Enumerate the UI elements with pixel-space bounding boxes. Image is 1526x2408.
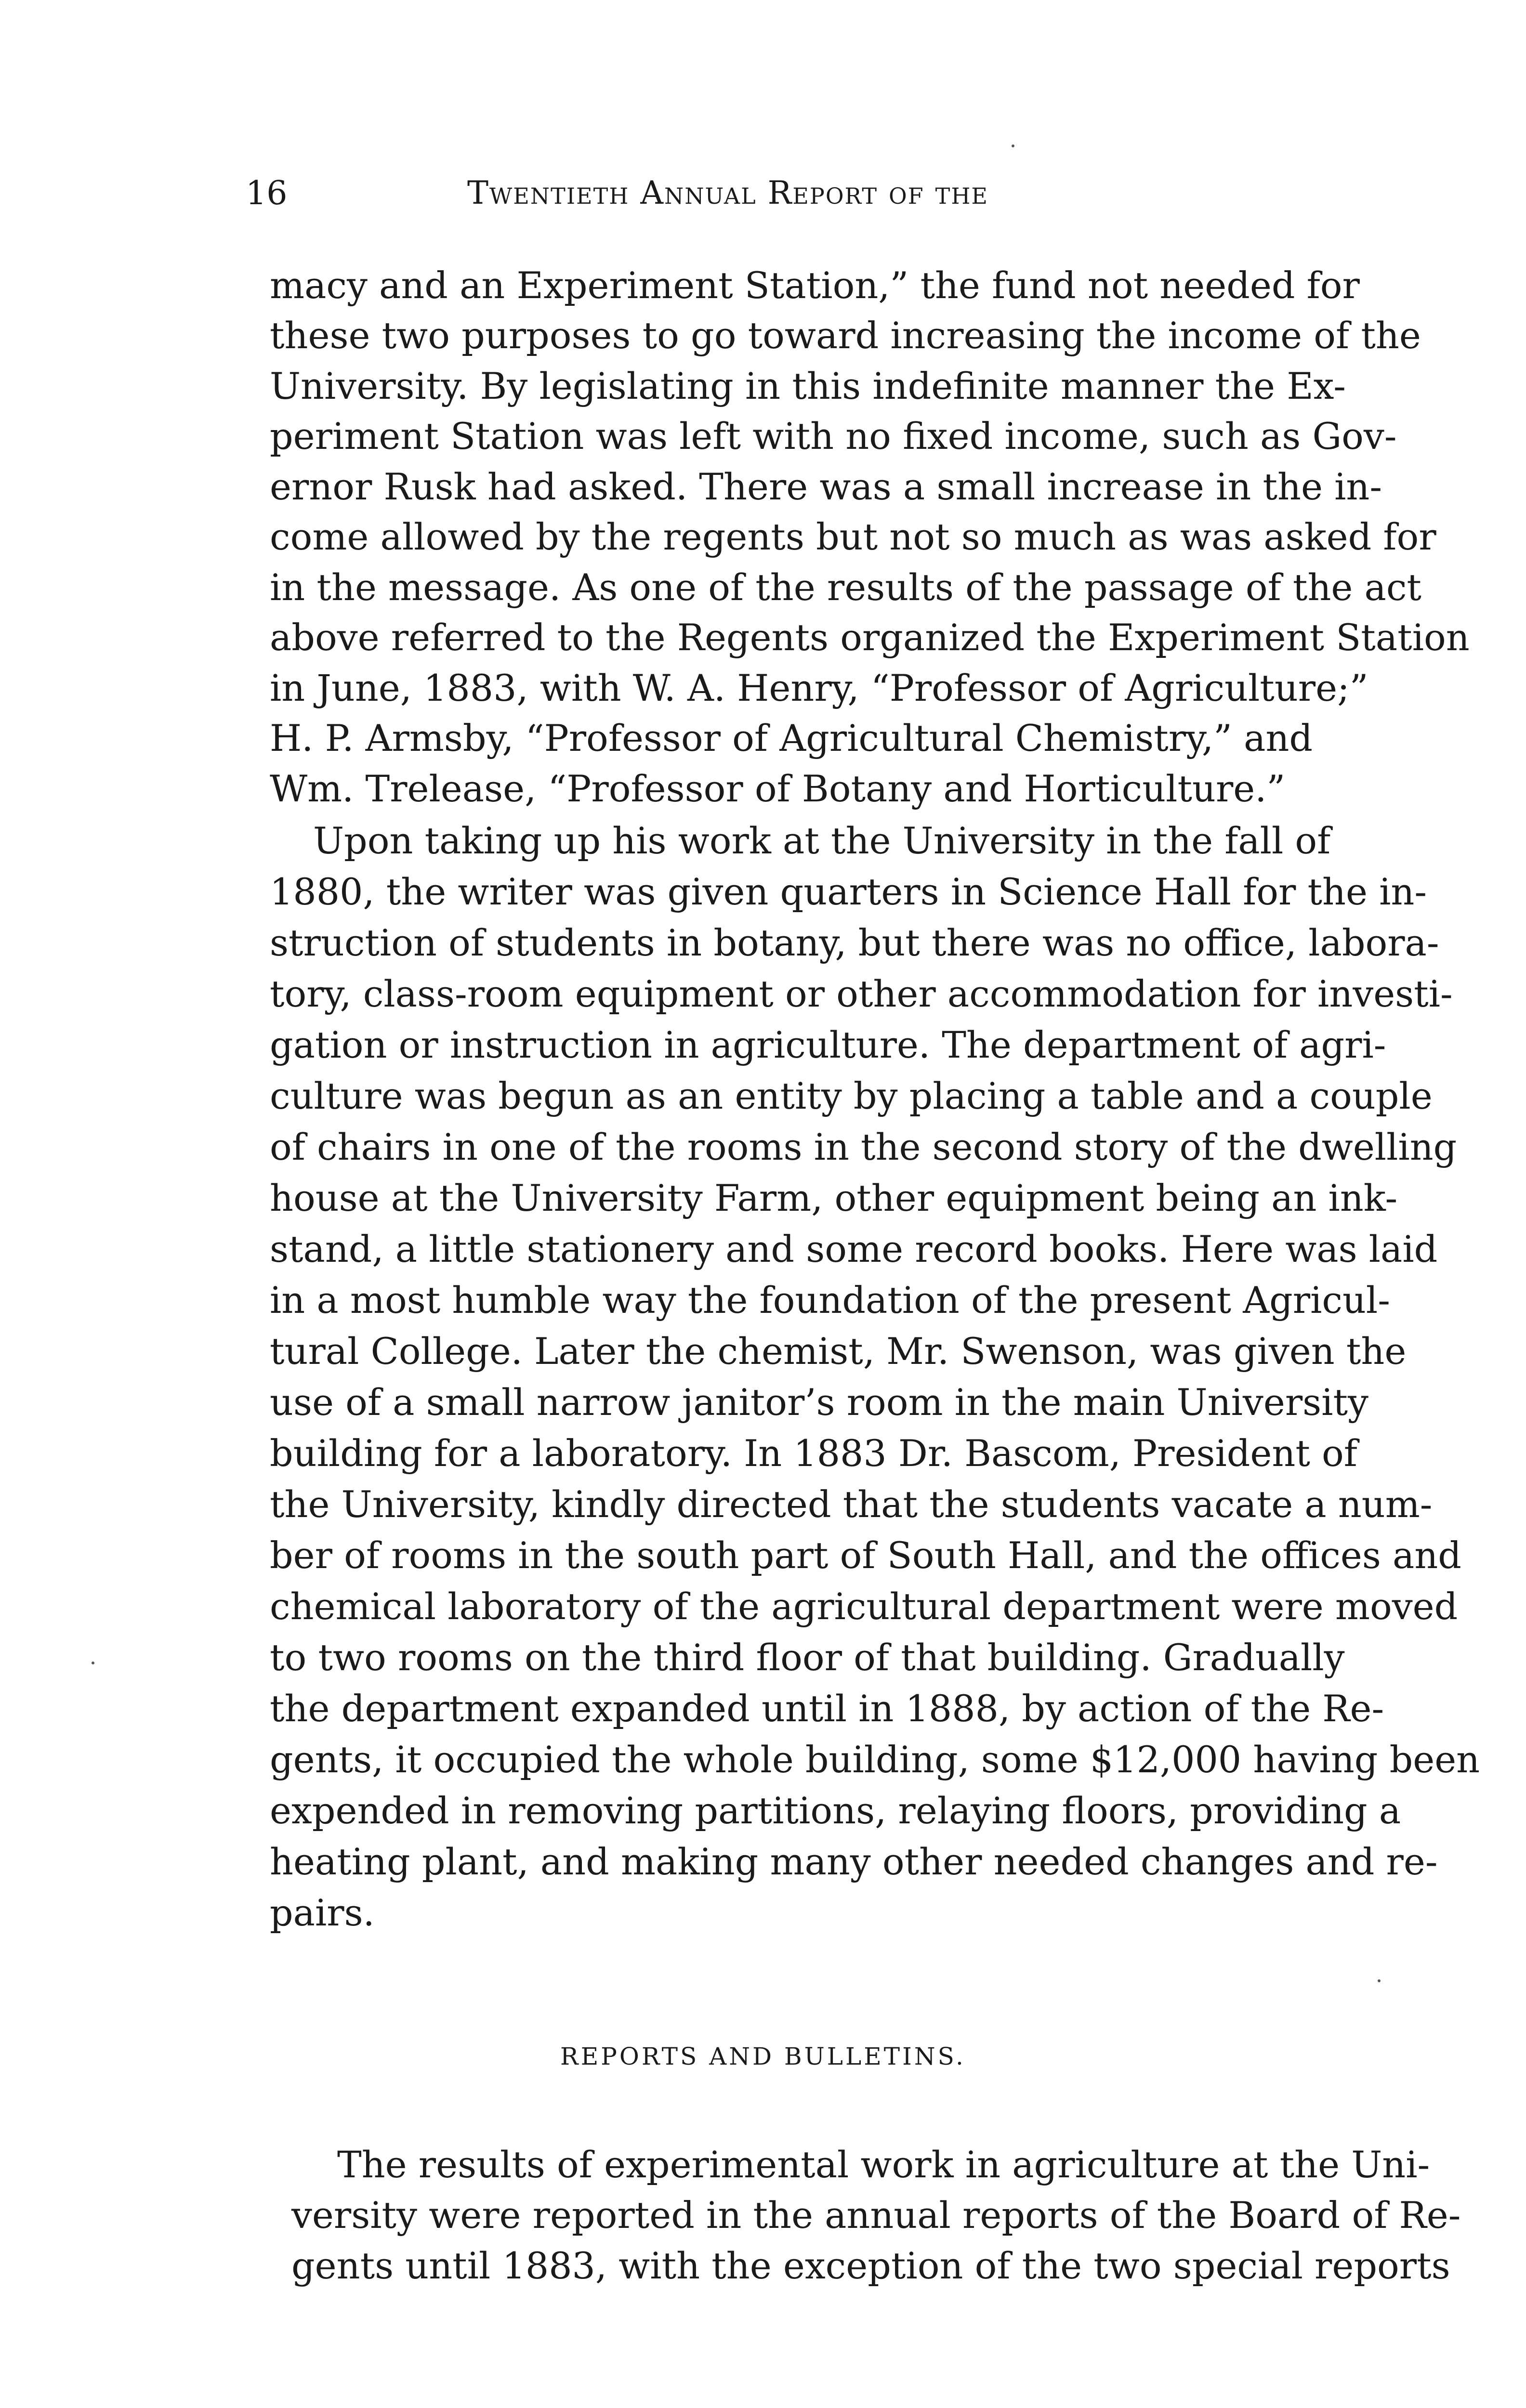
text-line: gents until 1883, with the exception of the two special reports <box>291 2244 1450 2287</box>
text-line: use of a small narrow janitor’s room in the main University <box>270 1381 1368 1424</box>
text-line: Upon taking up his work at the University in the fall of <box>313 819 1331 862</box>
text-line: macy and an Experiment Station,” the fund not needed for <box>270 264 1360 307</box>
text-line: Wm. Trelease, “Professor of Botany and Horticulture.” <box>270 767 1286 810</box>
text-line: H. P. Armsby, “Professor of Agricultural Chemistry,” and <box>270 717 1313 759</box>
text-line: tural College. Later the chemist, Mr. Swenson, was given the <box>270 1330 1407 1373</box>
text-line: 1880, the writer was given quarters in Science Hall for the in- <box>270 870 1427 913</box>
text-line: the department expanded until in 1888, by action of the Re- <box>270 1687 1384 1730</box>
text-line: above referred to the Regents organized the Experiment Station <box>270 616 1470 659</box>
text-line: in the message. As one of the results of the passage of the act <box>270 566 1421 609</box>
text-line: heating plant, and making many other needed changes and re- <box>270 1840 1438 1883</box>
text-line: expended in removing partitions, relaying floors, providing a <box>270 1789 1401 1832</box>
text-line: versity were reported in the annual reports of the Board of Re- <box>291 2194 1461 2237</box>
text-line: in a most humble way the foundation of the present Agricul- <box>270 1279 1390 1322</box>
text-line: tory, class-room equipment or other accommodation for investi- <box>270 972 1453 1015</box>
text-line: struction of students in botany, but there was no office, labora- <box>270 921 1439 964</box>
text-line: come allowed by the regents but not so much as was asked for <box>270 515 1436 558</box>
text-line: University. By legislating in this indefinite manner the Ex- <box>270 365 1346 407</box>
text-line: stand, a little stationery and some record books. Here was laid <box>270 1228 1438 1270</box>
scan-speck <box>92 1662 94 1664</box>
scan-speck <box>1378 1979 1381 1982</box>
scan-speck <box>1012 144 1014 147</box>
section-heading: REPORTS AND BULLETINS. <box>560 2042 966 2070</box>
running-head: Twentieth Annual Report of the <box>467 174 989 211</box>
text-line: culture was begun as an entity by placing a table and a couple <box>270 1074 1433 1117</box>
text-line: of chairs in one of the rooms in the second story of the dwelling <box>270 1125 1457 1168</box>
text-line: the University, kindly directed that the students vacate a num- <box>270 1483 1433 1526</box>
page-number: 16 <box>246 174 288 212</box>
text-line: house at the University Farm, other equipment being an ink- <box>270 1177 1398 1219</box>
text-line: to two rooms on the third floor of that building. Gradually <box>270 1636 1345 1679</box>
text-line: these two purposes to go toward increasing the income of the <box>270 314 1421 357</box>
text-line: ber of rooms in the south part of South Hall, and the offices and <box>270 1534 1461 1577</box>
text-line: building for a laboratory. In 1883 Dr. Bascom, President of <box>270 1432 1357 1475</box>
text-line: periment Station was left with no fixed income, such as Gov- <box>270 415 1397 458</box>
text-line: chemical laboratory of the agricultural department were moved <box>270 1585 1458 1628</box>
text-line: ernor Rusk had asked. There was a small increase in the in- <box>270 465 1382 508</box>
text-line: The results of experimental work in agriculture at the Uni- <box>337 2143 1430 2186</box>
text-line: gation or instruction in agriculture. The department of agri- <box>270 1023 1386 1066</box>
text-line: in June, 1883, with W. A. Henry, “Professor of Agriculture;” <box>270 667 1368 709</box>
text-line: gents, it occupied the whole building, some $12,000 having been <box>270 1738 1480 1781</box>
text-line: pairs. <box>270 1891 375 1934</box>
